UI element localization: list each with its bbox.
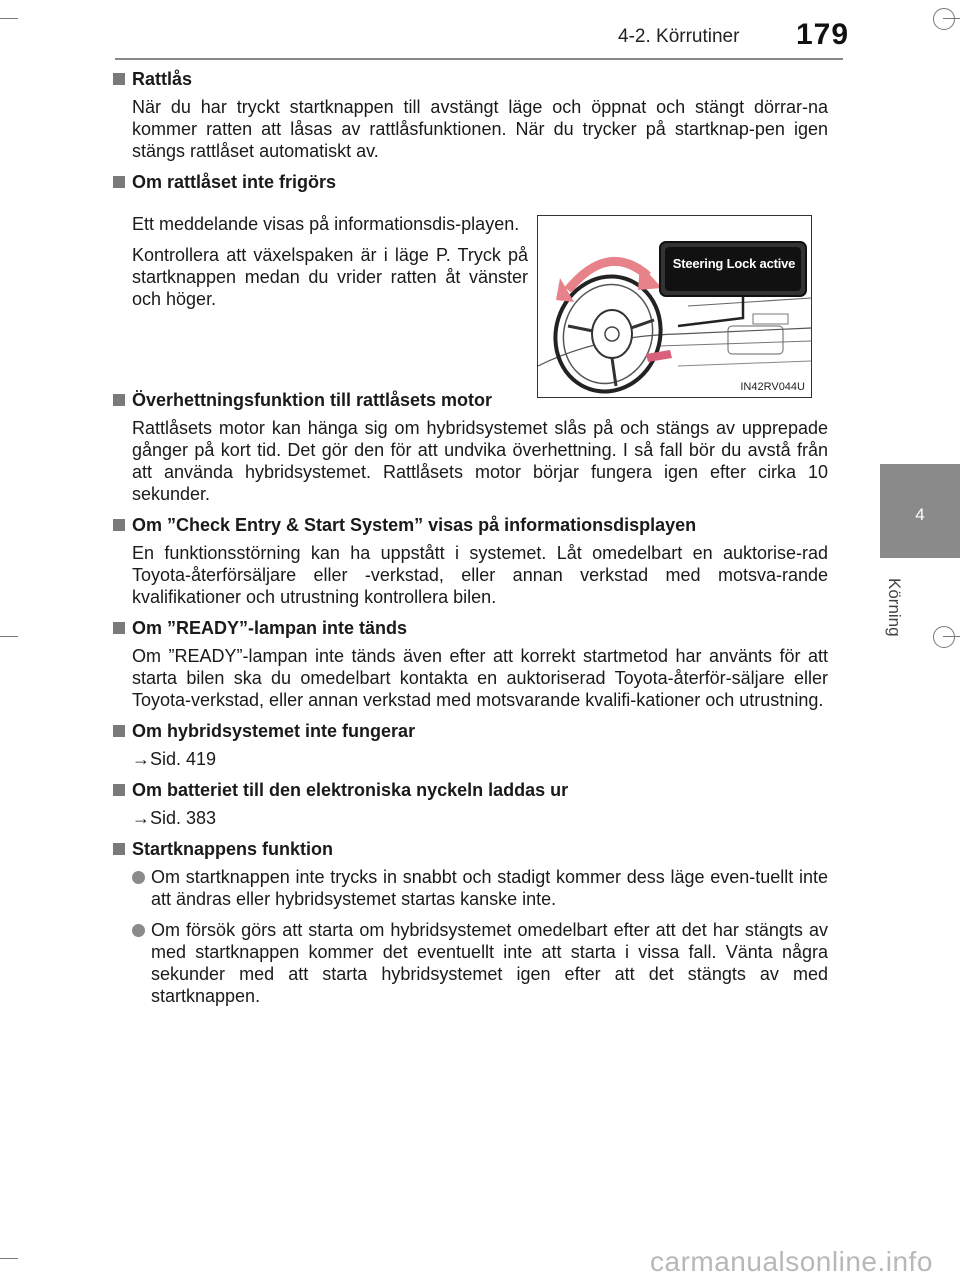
section-heading: Rattlås <box>132 69 193 89</box>
section-steering-lock <box>113 68 828 162</box>
header-divider <box>115 58 843 60</box>
section-hybrid-not-working <box>113 720 828 770</box>
section-heading: Om rattlåset inte frigörs <box>132 172 337 192</box>
registration-mark <box>933 8 955 30</box>
main-content <box>113 68 828 1016</box>
section-heading: Startknappens funktion <box>132 839 334 859</box>
section-check-entry <box>113 514 828 608</box>
dashboard-drawing <box>538 216 811 397</box>
section-overheating <box>113 389 828 505</box>
square-bullet-icon <box>113 843 125 855</box>
section-heading: Om ”READY”-lampan inte tänds <box>132 618 408 638</box>
square-bullet-icon <box>113 784 125 796</box>
registration-mark <box>933 626 955 648</box>
paragraph: En funktionsstörning kan ha uppstått i systemet. Låt omedelbart en auktorise-rad Toyota-återförsäljare eller -verkstad, eller annan verkstad med motsva-rande kvalifikationer och utrustning kontrollera bilen. <box>132 543 828 607</box>
section-title: 4-2. Körrutiner <box>618 26 740 47</box>
crop-mark <box>0 636 18 637</box>
section-key-battery <box>113 779 828 829</box>
steering-lock-illustration <box>537 215 812 398</box>
paragraph: Kontrollera att växelspaken är i läge P. Tryck på startknappen medan du vrider ratten åt vänster och höger. <box>132 245 528 309</box>
paragraph: När du har tryckt startknappen till avstängt läge och öppnat och stängt dörrar-na kommer ratten att låsas av rattlåsfunktionen. När du trycker på startknap-pen igen stängs rattlåset automatiskt av. <box>132 97 828 161</box>
arrow-head-right <box>638 264 662 290</box>
chapter-number: 4 <box>915 505 925 524</box>
figure-code: IN42RV044U <box>740 381 805 393</box>
square-bullet-icon <box>113 519 125 531</box>
round-bullet-icon <box>132 924 145 937</box>
section-ready-lamp <box>113 617 828 711</box>
page-reference[interactable]: →Sid. 419 <box>132 749 217 769</box>
page-reference[interactable]: →Sid. 383 <box>132 808 217 828</box>
square-bullet-icon <box>113 73 125 85</box>
paragraph: Rattlåsets motor kan hänga sig om hybridsystemet slås på och stängs av upprepade gånger på kort tid. Det gör den för att undvika överhettning. I så fall bör du avstå från att använda hybridsystemet. Rattlåsets motor börjar fungera igen efter cirka 10 sekunder. <box>132 418 828 504</box>
section-heading: Om ”Check Entry & Start System” visas på informationsdisplayen <box>132 515 697 535</box>
section-heading: Om hybridsystemet inte fungerar <box>132 721 416 741</box>
watermark[interactable]: carmanualsonline.info <box>650 1246 933 1277</box>
start-button-highlight <box>646 350 672 362</box>
list-item: Om startknappen inte trycks in snabbt och stadigt kommer dess läge even-tuellt inte att ändras eller hybridsystemet startas kanske inte. <box>132 866 828 910</box>
section-heading: Om batteriet till den elektroniska nyckeln laddas ur <box>132 780 569 800</box>
page-number: 179 <box>796 18 850 51</box>
section-heading: Överhettningsfunktion till rattlåsets motor <box>132 390 493 410</box>
section-start-button <box>113 838 828 1007</box>
paragraph: Ett meddelande visas på informationsdis-playen. <box>132 214 520 234</box>
chapter-title: Körning <box>885 578 904 637</box>
square-bullet-icon <box>113 176 125 188</box>
display-message: Steering Lock active <box>672 256 796 271</box>
crop-mark <box>0 1258 18 1259</box>
round-bullet-icon <box>132 871 145 884</box>
square-bullet-icon <box>113 394 125 406</box>
paragraph: Om ”READY”-lampan inte tänds även efter att korrekt startmetod har använts för att starta bilen ska du omedelbart kontakta en auktoriserad Toyota-återför-säljare eller Toyota-verkstad, eller annan verkstad med motsvarande kvalifi-kationer och utrustning. <box>132 646 828 710</box>
square-bullet-icon <box>113 725 125 737</box>
list-item: Om försök görs att starta om hybridsystemet omedelbart efter att det har stängts av med startknappen kommer det eventuellt inte att starta i vissa fall. Vänta några sekunder med att starta hybridsystemet igen efter att det stängts av med startknappen. <box>132 919 828 1007</box>
crop-mark <box>0 18 18 19</box>
square-bullet-icon <box>113 622 125 634</box>
